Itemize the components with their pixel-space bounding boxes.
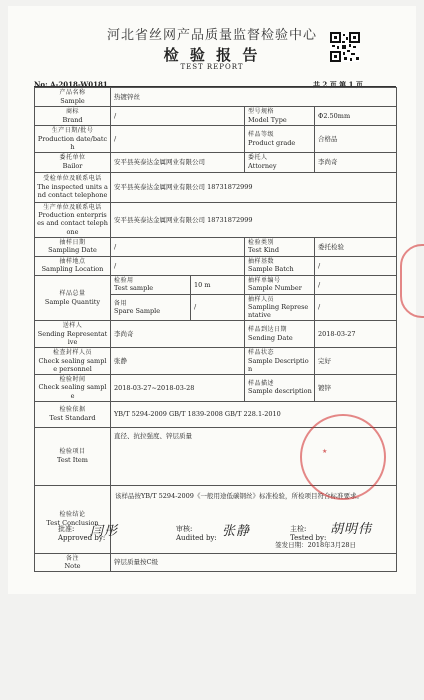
edge-seal <box>400 244 424 318</box>
test-item-value: 直径、抗拉强度、锌层质量 <box>111 427 397 485</box>
attorney-label: 委托人 Attorney <box>245 152 315 172</box>
test-item-label: 检验项目 Test Item <box>35 427 111 485</box>
attorney-value: 李尚奇 <box>315 152 397 172</box>
sample-desc-value: 完好 <box>315 348 397 375</box>
sampling-date-label: 抽样日期 Sampling Date <box>35 237 111 256</box>
sampling-date-value: / <box>111 237 245 256</box>
sample-name-value: 热镀锌丝 <box>111 88 397 107</box>
sample-batch-label: 抽样基数 Sample Batch <box>245 256 315 275</box>
note-value: 锌层质量按C级 <box>111 553 397 572</box>
sample-batch-value: / <box>315 256 397 275</box>
report-subtitle: TEST REPORT <box>180 63 244 71</box>
inspected-unit-label: 受检单位及联系电话 The inspected units and contact telephone <box>35 172 111 202</box>
brand-value: / <box>111 107 245 126</box>
org-name: 河北省丝网产品质量监督检验中心 <box>106 28 317 43</box>
prod-date-value: / <box>111 126 245 153</box>
sample-name-label: 产品名称 Sample <box>35 88 111 107</box>
grade-label: 样品等级 Product grade <box>245 126 315 153</box>
sending-rep-label: 送样人 Sending Representative <box>35 321 111 348</box>
check-time-label: 检验时间 Check sealing sample <box>35 374 111 401</box>
audited-label: 审核: Audited by: <box>176 525 217 542</box>
report-number: No: A-2018-W0181 <box>34 80 108 89</box>
tested-label: 主检: Tested by: <box>290 525 327 542</box>
report-title: 检 验 报 告 <box>163 46 261 64</box>
conclusion-text: 该样品按YB/T 5294-2009《一般用途低碳钢丝》标准检验，所检项目符合标准要求。 <box>115 491 363 500</box>
conclusion-label: 检验结论 Test Conclusion <box>35 485 111 553</box>
approved-label: 批准: Approved by: <box>58 525 106 542</box>
sample-desc2-label: 样品描述 Sample description <box>245 374 315 401</box>
check-time-value: 2018-03-27~2018-03-28 <box>111 374 245 401</box>
issue-date: 签发日期：2018年3月28日 <box>275 540 357 549</box>
sampling-location-label: 抽样地点 Sampling Location <box>35 256 111 275</box>
grade-value: 合格品 <box>315 126 397 153</box>
sampling-rep-value: / <box>315 294 397 321</box>
bailor-label: 委托单位 Bailor <box>35 152 111 172</box>
sending-date-label: 样品到达日期 Sending Date <box>245 321 315 348</box>
sample-number-label: 抽样单编号 Sample Number <box>245 275 315 294</box>
standard-label: 检验依据 Test Standard <box>35 401 111 427</box>
sample-number-value: / <box>315 275 397 294</box>
audited-signature: 张静 <box>222 524 251 539</box>
note-label: 备注 Note <box>35 553 111 572</box>
check-person-value: 张静 <box>111 348 245 375</box>
inspection-seal <box>300 414 386 500</box>
sending-rep-value: 李尚奇 <box>111 321 245 348</box>
standard-value: YB/T 5294-2009 GB/T 1839-2008 GB/T 228.1-2010 <box>111 401 397 427</box>
test-sample-value: 10 m <box>191 275 245 294</box>
test-sample-label: 检验用 Test sample <box>111 275 191 294</box>
spare-sample-label: 备用 Spare Sample <box>111 294 191 321</box>
sampling-rep-label: 抽样人员 Sampling Representative <box>245 294 315 321</box>
spare-sample-value: / <box>191 294 245 321</box>
sampling-location-value: / <box>111 256 245 275</box>
check-person-label: 检查封样人员 Check sealing sample personnel <box>35 348 111 375</box>
seal-star-icon: ★ <box>322 448 328 455</box>
prod-date-label: 生产日期/批号 Production date/batch <box>35 126 111 153</box>
model-label: 型号规格 Model Type <box>245 107 315 126</box>
sample-desc-label: 样品状态 Sample Description <box>245 348 315 375</box>
inspected-unit-value: 安平县英泰达金属网业有限公司 18731872999 <box>111 172 397 202</box>
producer-label: 生产单位及联系电话 Production enterprises and contact telephone <box>35 202 111 237</box>
model-value: Φ2.50mm <box>315 107 397 126</box>
sending-date-value: 2018-03-27 <box>315 321 397 348</box>
tested-signature: 胡明伟 <box>330 522 373 537</box>
sample-quantity-label: 样品总量 Sample Quantity <box>35 275 111 321</box>
producer-value: 安平县英泰达金属网业有限公司 18731872999 <box>111 202 397 237</box>
page-info: 共 2 页 第 1 页 <box>313 80 363 89</box>
test-kind-value: 委托检验 <box>315 237 397 256</box>
brand-label: 商标 Brand <box>35 107 111 126</box>
approved-signature: 闫彤 <box>90 524 119 539</box>
sample-desc2-value: 镀锌 <box>315 374 397 401</box>
bailor-value: 安平县英泰达金属网业有限公司 <box>111 152 245 172</box>
test-kind-label: 检验类别 Test Kind <box>245 237 315 256</box>
